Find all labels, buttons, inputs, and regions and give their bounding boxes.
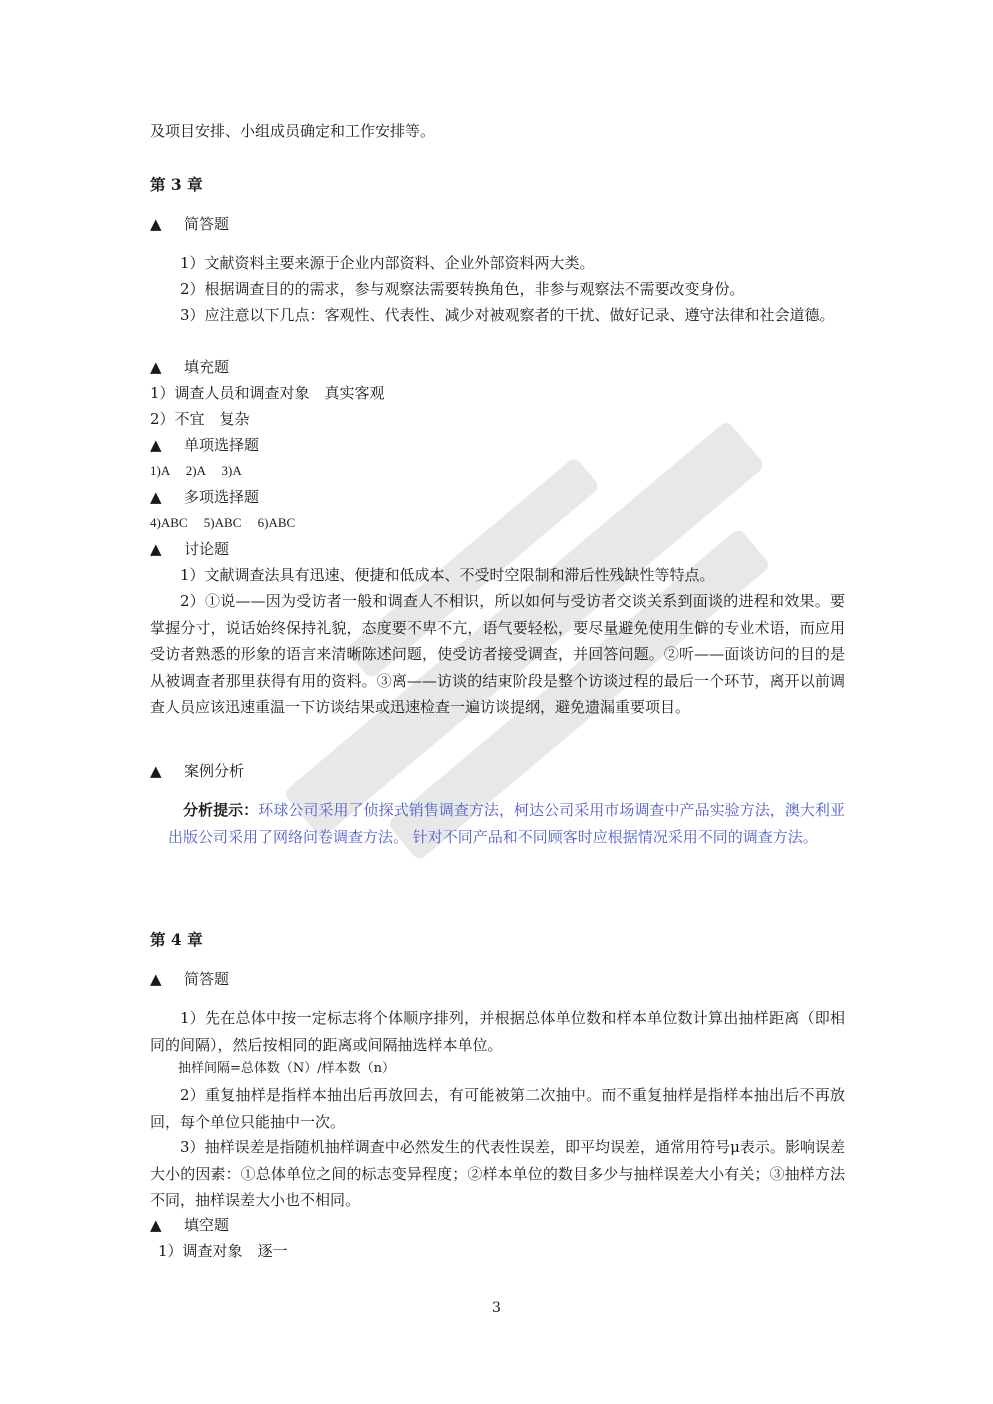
- ch3-case-heading: [150, 758, 845, 784]
- ch3-multi-answers: 4)ABC 5)ABC 6)ABC: [150, 515, 296, 530]
- ch4-formula: 抽样间隔=总体数（N）/样本数（n）: [178, 1061, 396, 1076]
- ch3-short-answer-heading: [150, 211, 845, 237]
- chapter-3-title: 第 3 章: [150, 175, 203, 194]
- triangle-bullet-icon: ▲: [150, 436, 162, 454]
- ch4-short-answer-1: 1）先在总体中按一定标志将个体顺序排列，并根据总体单位数和样本单位数计算出抽样距离（即相同的间隔），然后按相同的距离或间隔抽选样本单位。: [150, 1009, 845, 1054]
- ch3-case-hint: [168, 797, 845, 850]
- triangle-bullet-icon: ▲: [150, 358, 162, 376]
- ch3-short-answer-2: 2）根据调查目的的需求，参与观察法需要转换角色，非参与观察法不需要改变身份。: [180, 280, 745, 298]
- ch3-short-answer-3: 3）应注意以下几点：客观性、代表性、减少对被观察者的干扰、做好记录、遵守法律和社会道德。: [180, 306, 835, 324]
- chapter-4-title: 第 4 章: [150, 930, 203, 949]
- section-label: 单项选择题: [184, 436, 260, 454]
- ch3-short-answer-1: 1）文献资料主要来源于企业内部资料、企业外部资料两大类。: [180, 254, 595, 272]
- section-label: 简答题: [184, 215, 230, 233]
- section-label: 多项选择题: [184, 488, 260, 506]
- section-label: 简答题: [184, 970, 230, 988]
- hint-label: 分析提示：: [183, 801, 259, 819]
- ch4-fill-1: 1）调查对象 逐一: [158, 1242, 288, 1260]
- ch4-short-answer-2: 2）重复抽样是指样本抽出后再放回去，有可能被第二次抽中。而不重复抽样是指样本抽出后不再放回，每个单位只能抽中一次。: [150, 1086, 845, 1131]
- ch4-short-answer-3: 3）抽样误差是指随机抽样调查中必然发生的代表性误差，即平均误差，通常用符号μ表示。影响误差大小的因素：①总体单位之间的标志变异程度；②样本单位的数目多少与抽样误差大小有关；③抽样方法不同，抽样误差大小也不相同。: [150, 1138, 845, 1209]
- triangle-bullet-icon: ▲: [150, 1216, 162, 1234]
- ch4-short-answer-heading: [150, 966, 845, 992]
- ch3-fill-2: 2）不宜 复杂: [150, 410, 250, 428]
- ch4-fill-heading: [150, 1212, 845, 1238]
- ch3-discussion-1: 1）文献调查法具有迅速、便捷和低成本、不受时空限制和滞后性残缺性等特点。: [180, 566, 715, 584]
- ch3-discussion-2: 2）①说——因为受访者一般和调查人不相识，所以如何与受访者交谈关系到面谈的进程和效果。要掌握分寸，说话始终保持礼貌，态度要不卑不亢，语气要轻松，要尽量避免使用生僻的专业术语，而应用受访者熟悉的形象的语言来清晰陈述问题，使受访者接受调查，并回答问题。②听——面谈访问的目的是从被调查者那里获得有用的资料。③离——访谈的结束阶段是整个访谈过程的最后一个环节，离开以前调查人员应该迅速重温一下访谈结果或迅速检查一遍访谈提纲，避免遗漏重要项目。: [150, 592, 845, 716]
- intro-line: 及项目安排、小组成员确定和工作安排等。: [150, 122, 436, 140]
- ch3-fill-heading: [150, 354, 845, 380]
- section-label: 填空题: [184, 1216, 230, 1234]
- page-number: 3: [492, 1300, 501, 1316]
- ch3-fill-1: 1）调查人员和调查对象 真实客观: [150, 384, 385, 402]
- triangle-bullet-icon: ▲: [150, 762, 162, 780]
- ch3-discussion-heading: [150, 536, 845, 562]
- section-label: 讨论题: [184, 540, 230, 558]
- section-label: 案例分析: [184, 762, 245, 780]
- triangle-bullet-icon: ▲: [150, 215, 162, 233]
- triangle-bullet-icon: ▲: [150, 970, 162, 988]
- section-label: 填充题: [184, 358, 230, 376]
- triangle-bullet-icon: ▲: [150, 540, 162, 558]
- ch3-single-heading: [150, 432, 845, 458]
- ch3-multi-heading: [150, 484, 845, 510]
- ch3-single-answers: 1)A 2)A 3)A: [150, 463, 242, 478]
- hint-text: 环球公司采用了侦探式销售调查方法，柯达公司采用市场调查中产品实验方法，澳大利亚出版公司采用了网络问卷调查方法。 针对不同产品和不同顾客时应根据情况采用不同的调查方法。: [168, 801, 845, 846]
- triangle-bullet-icon: ▲: [150, 488, 162, 506]
